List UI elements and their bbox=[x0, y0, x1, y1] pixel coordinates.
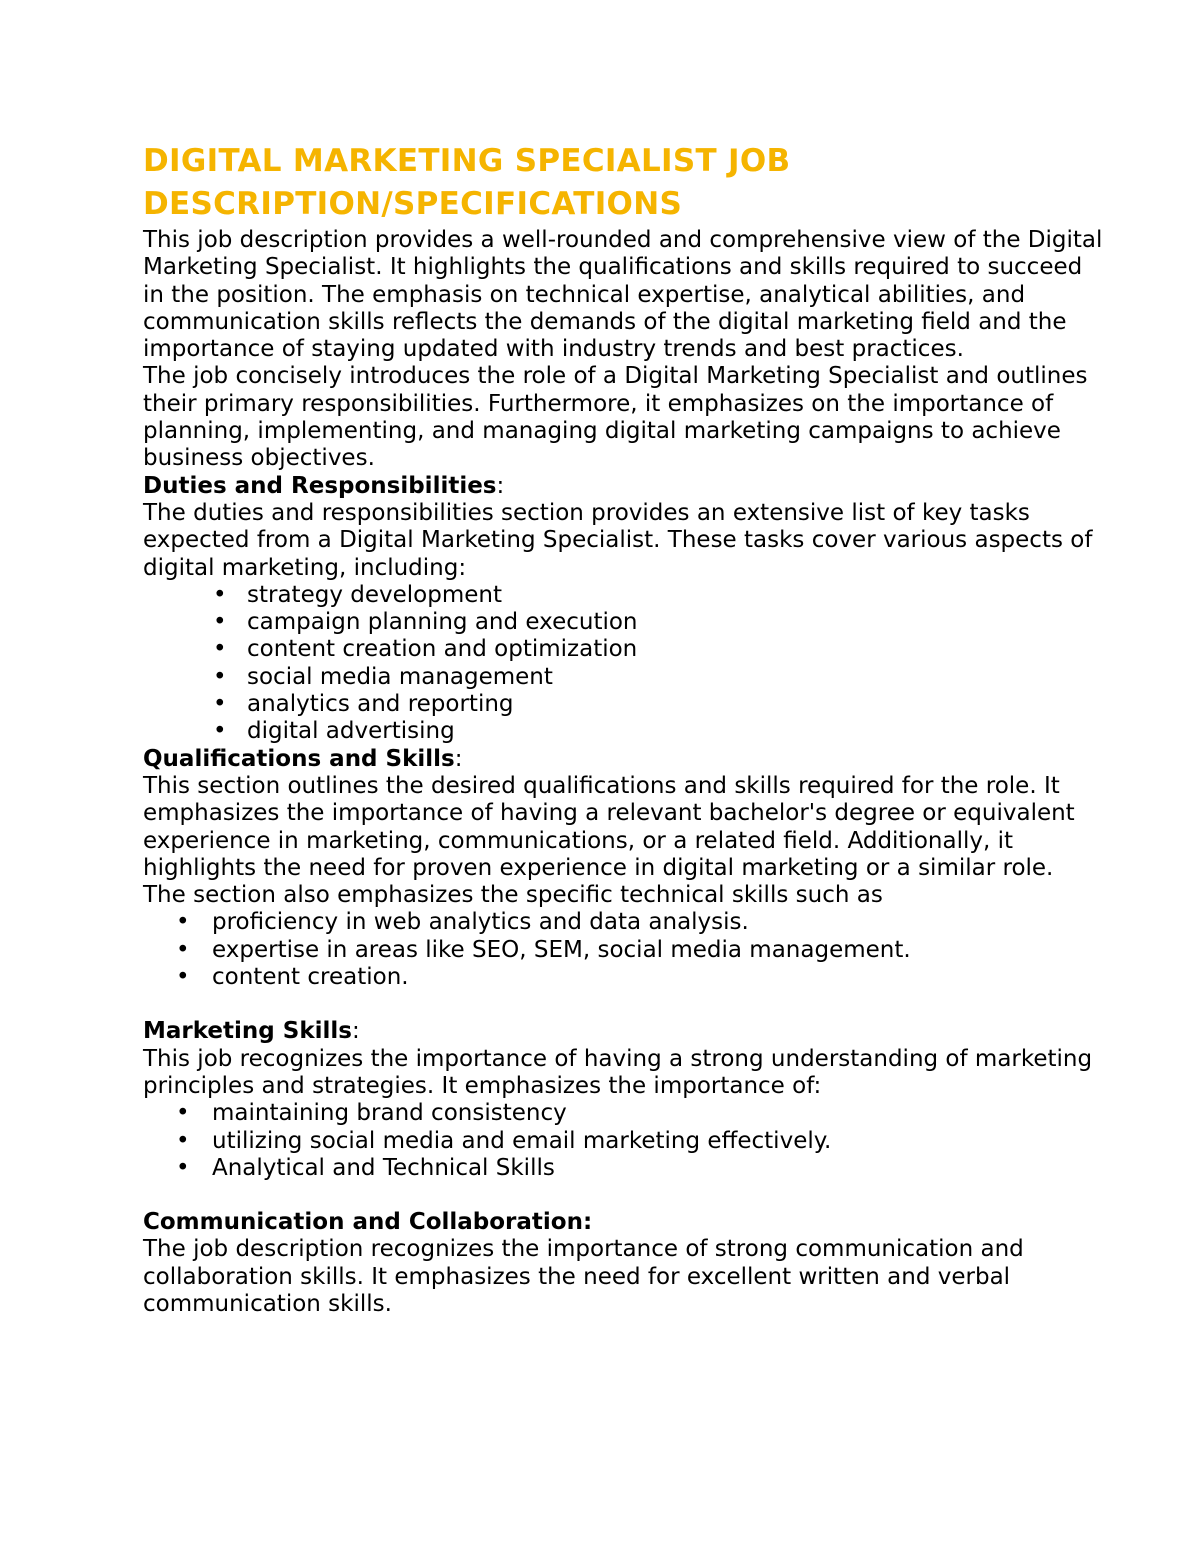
list-item: • strategy development bbox=[143, 582, 1103, 609]
marketing-list bbox=[143, 1100, 1103, 1182]
list-item: • utilizing social media and email marketing effectively. bbox=[143, 1128, 1103, 1155]
qualifications-paragraph: This section outlines the desired qualifications and skills required for the role. It emphasizes the importance of having a relevant bachelor's degree or equivalent experience in marketing, communications, or a related field. Additionally, it highlights the need for proven experience in digital marketing or a similar role. The section also emphasizes the specific technical skills such as bbox=[143, 772, 1075, 909]
qualifications-heading bbox=[143, 746, 1103, 773]
list-item: • content creation. bbox=[143, 964, 1103, 991]
communication-paragraph: The job description recognizes the importance of strong communication and collaboration skills. It emphasizes the need for excellent written and verbal communication skills. bbox=[143, 1236, 1024, 1317]
marketing-heading bbox=[143, 1018, 1103, 1045]
spacer bbox=[143, 991, 1103, 1018]
duties-heading-label: Duties and Responsibilities bbox=[143, 472, 497, 499]
duties-heading-colon: : bbox=[496, 472, 505, 499]
document-page bbox=[143, 140, 1103, 1318]
intro-paragraph-2: The job concisely introduces the role of a Digital Marketing Specialist and outlines their primary responsibilities. Furthermore, it emphasizes on the importance of planning, implementing, and managing digital marketing campaigns to achieve business objectives. bbox=[143, 363, 1088, 472]
list-item: • social media management bbox=[143, 664, 1103, 691]
communication-heading bbox=[143, 1209, 1103, 1236]
spacer bbox=[143, 1182, 1103, 1209]
document-title: DIGITAL MARKETING SPECIALIST JOB DESCRIPTION/SPECIFICATIONS bbox=[143, 143, 791, 222]
list-item: • analytics and reporting bbox=[143, 691, 1103, 718]
marketing-paragraph: This job recognizes the importance of having a strong understanding of marketing principles and strategies. It emphasizes the importance of: bbox=[143, 1045, 1093, 1099]
qualifications-heading-colon: : bbox=[454, 745, 463, 772]
list-item: • expertise in areas like SEO, SEM, social media management. bbox=[143, 937, 1103, 964]
list-item: • campaign planning and execution bbox=[143, 609, 1103, 636]
qualifications-list bbox=[143, 909, 1103, 991]
marketing-heading-colon: : bbox=[351, 1018, 360, 1045]
intro-paragraph-1: This job description provides a well-rounded and comprehensive view of the Digital Marketing Specialist. It highlights the qualifications and skills required to succeed in the position. The emphasis on technical expertise, analytical abilities, and communication skills reflects the demands of the digital marketing field and the importance of staying updated with industry trends and best practices. bbox=[143, 227, 1103, 363]
duties-heading bbox=[143, 473, 1103, 500]
list-item: • maintaining brand consistency bbox=[143, 1100, 1103, 1127]
qualifications-heading-label: Qualifications and Skills bbox=[143, 745, 455, 772]
duties-paragraph: The duties and responsibilities section provides an extensive list of key tasks expected from a Digital Marketing Specialist. These tasks cover various aspects of digital marketing, including: bbox=[143, 499, 1093, 581]
communication-heading-label: Communication and Collaboration: bbox=[143, 1209, 593, 1236]
list-item: • proficiency in web analytics and data analysis. bbox=[143, 909, 1103, 936]
list-item: • digital advertising bbox=[143, 718, 1103, 745]
list-item: • content creation and optimization bbox=[143, 636, 1103, 663]
list-item: • Analytical and Technical Skills bbox=[143, 1155, 1103, 1182]
marketing-heading-label: Marketing Skills bbox=[143, 1018, 352, 1045]
duties-list bbox=[143, 582, 1103, 746]
